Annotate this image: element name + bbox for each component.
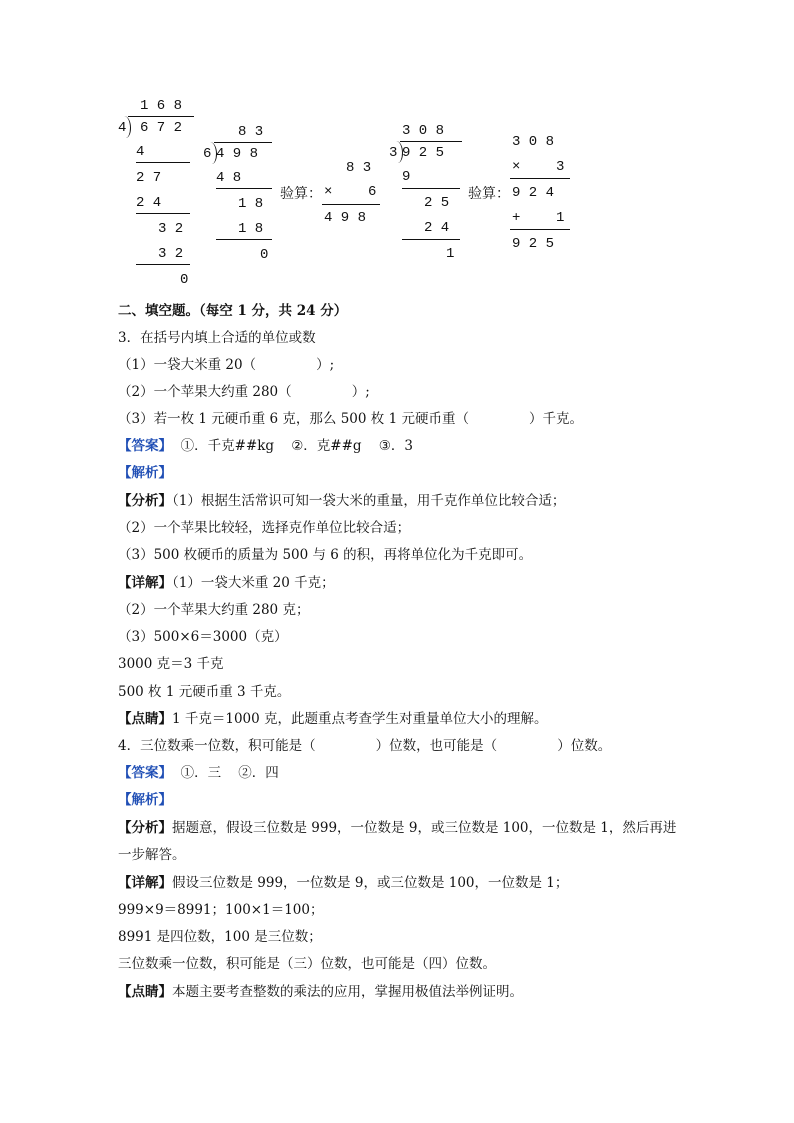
dianjing-tag: 【点睛】 <box>118 984 172 1000</box>
remainder: 0 <box>180 272 189 288</box>
product: 4 9 8 <box>324 210 367 226</box>
fenxi-text: （1）根据生活常识可知一袋大米的重量，用千克作单位比较合适； <box>172 493 566 509</box>
step-row: 3 2 <box>158 246 184 262</box>
xiangjie-text: （1）一袋大米重 20 千克； <box>172 575 335 591</box>
dianjing-tag: 【点睛】 <box>118 711 172 727</box>
remainder: 1 <box>446 246 455 262</box>
xiangjie-tag: 【详解】 <box>118 875 172 891</box>
step-row: 4 8 <box>216 170 242 186</box>
xiangjie-text: 假设三位数是 999，一位数是 9，或三位数是 100，一位数是 1； <box>172 875 569 891</box>
step-line <box>136 213 190 214</box>
q4-dianjing-line <box>118 986 523 1000</box>
multiplicand: 3 0 8 <box>512 134 555 150</box>
answer-tag: 【答案】 <box>118 438 172 454</box>
q3-xiangjie-line: 3000 克＝3 千克 <box>118 656 224 672</box>
answer-tag: 【答案】 <box>118 765 172 781</box>
check-label: 验算： <box>468 186 510 202</box>
multiply-sign: × <box>324 184 333 200</box>
q4-answer <box>118 767 279 781</box>
multiplier: 3 <box>556 159 565 175</box>
q4-xiangjie-line: 8991 是四位数，100 是三位数； <box>118 929 322 945</box>
step-line <box>402 239 460 240</box>
q3-part2: （2）一个苹果大约重 280（ ）; <box>118 384 370 400</box>
q4-xiangjie-line: 999×9＝8991；100×1＝100； <box>118 902 324 918</box>
sum: 9 2 5 <box>512 236 555 252</box>
quotient: 3 0 8 <box>402 123 445 139</box>
dianjing-text: 1 千克＝1000 克，此题重点考查学生对重量单位大小的理解。 <box>172 711 548 727</box>
dividend: 6 7 2 <box>140 120 183 136</box>
divisor: 6 <box>203 146 212 162</box>
fenxi-tag: 【分析】 <box>118 493 172 509</box>
check-label: 验算： <box>280 186 322 202</box>
q4-fenxi-line: 一步解答。 <box>118 847 186 863</box>
q3-dianjing-line <box>118 713 548 727</box>
step-line <box>216 239 272 240</box>
fenxi-text: 据题意，假设三位数是 999，一位数是 9，或三位数是 100，一位数是 1，然后再进 <box>172 820 677 836</box>
q4-xiangjie-line: 三位数乘一位数，积可能是（三）位数，也可能是（四）位数。 <box>118 956 496 972</box>
division-bar <box>214 142 272 143</box>
q3-fenxi-line <box>118 495 565 509</box>
dianjing-text: 本题主要考查整数的乘法的应用，掌握用极值法举例证明。 <box>172 984 523 1000</box>
q3-analysis <box>118 467 172 481</box>
dividend: 9 2 5 <box>402 145 445 161</box>
step-line <box>136 264 190 265</box>
q3-fenxi-line: （3）500 枚硬币的质量为 500 与 6 的积，再将单位化为千克即可。 <box>118 547 533 563</box>
result-line <box>510 229 570 230</box>
answer-text: ①．三 ②．四 <box>172 765 279 781</box>
product: 9 2 4 <box>512 185 555 201</box>
result-line <box>510 178 570 179</box>
q3-fenxi-line: （2）一个苹果比较轻，选择克作单位比较合适； <box>118 520 411 536</box>
remainder: 0 <box>260 247 269 263</box>
section-title: 二、填空题。（每空 1 分，共 24 分） <box>118 303 348 319</box>
q4-analysis <box>118 794 172 808</box>
quotient: 8 3 <box>238 124 264 140</box>
dividend: 4 9 8 <box>216 146 259 162</box>
division-bar <box>128 116 194 117</box>
step-row: 2 5 <box>424 195 450 211</box>
step-line <box>136 162 190 163</box>
addend: 1 <box>556 210 565 226</box>
q3-xiangjie-line: （3）500×6＝3000（克） <box>118 629 288 645</box>
step-row: 1 8 <box>238 221 264 237</box>
step-row: 9 <box>402 169 411 185</box>
q4-stem: 4．三位数乘一位数，积可能是（ ）位数，也可能是（ ）位数。 <box>118 738 612 754</box>
multiplier: 6 <box>368 184 377 200</box>
q3-part3: （3）若一枚 1 元硬币重 6 克，那么 500 枚 1 元硬币重（ ）千克。 <box>118 411 584 427</box>
q3-stem: 3．在括号内填上合适的单位或数 <box>118 330 316 346</box>
step-row: 4 <box>136 144 145 160</box>
result-line <box>322 204 380 205</box>
step-row: 2 7 <box>136 170 162 186</box>
q3-xiangjie-line: 500 枚 1 元硬币重 3 千克。 <box>118 684 291 700</box>
q3-xiangjie-line: （2）一个苹果大约重 280 克； <box>118 602 310 618</box>
q3-part1: （1）一袋大米重 20（ ）; <box>118 357 335 373</box>
analysis-tag: 【解析】 <box>118 465 172 481</box>
q4-fenxi-line <box>118 822 676 836</box>
divisor: 4 <box>118 120 127 136</box>
xiangjie-tag: 【详解】 <box>118 575 172 591</box>
q4-xiangjie-line <box>118 877 568 891</box>
multiplicand: 8 3 <box>346 160 372 176</box>
analysis-tag: 【解析】 <box>118 792 172 808</box>
divisor: 3 <box>389 145 398 161</box>
step-row: 2 4 <box>424 220 450 236</box>
q3-answer <box>118 440 413 454</box>
q3-xiangjie-line <box>118 577 335 591</box>
step-row: 1 8 <box>238 196 264 212</box>
multiply-sign: × <box>512 159 521 175</box>
quotient: 1 6 8 <box>140 98 183 114</box>
step-row: 2 4 <box>136 195 162 211</box>
answer-text: ①．千克##kg ②．克##g ③．3 <box>172 438 413 454</box>
step-row: 3 2 <box>158 221 184 237</box>
step-line <box>216 188 272 189</box>
division-bar <box>400 141 462 142</box>
fenxi-tag: 【分析】 <box>118 820 172 836</box>
step-line <box>402 188 460 189</box>
plus-sign: + <box>512 210 521 226</box>
